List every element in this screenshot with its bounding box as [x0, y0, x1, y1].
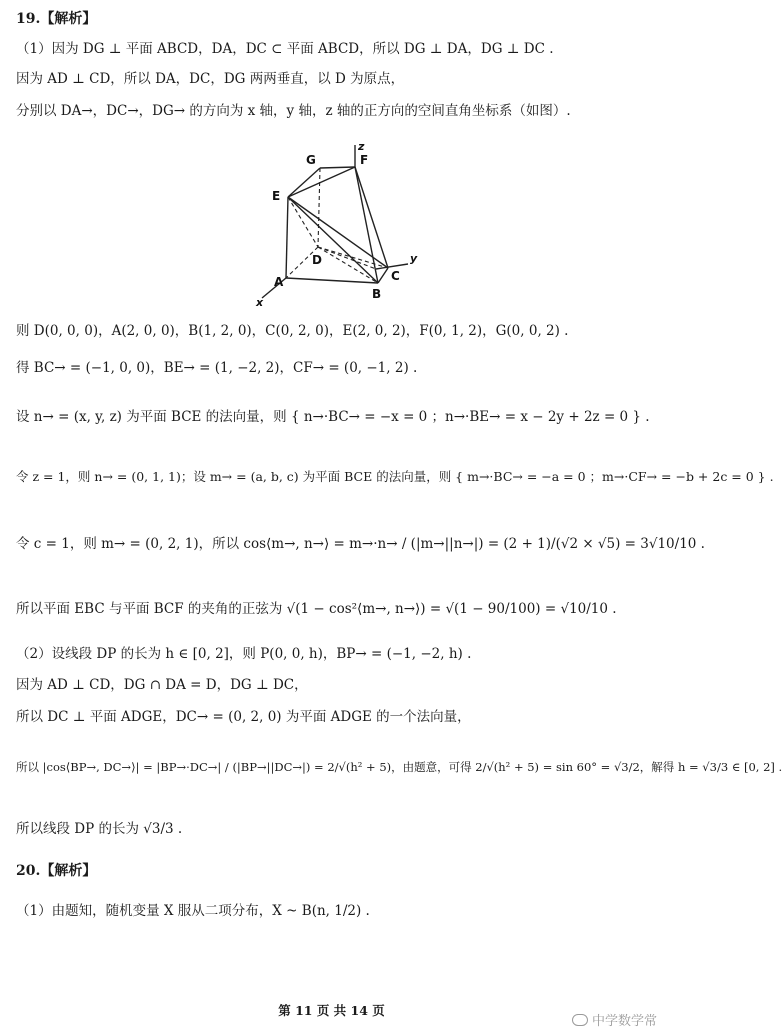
label-F: F	[360, 153, 369, 167]
watermark-text: 中学数学常	[591, 1014, 657, 1029]
q19-line-12: 所以 DC ⊥ 平面 ADGE，DC→ = (0, 2, 0) 为平面 ADGE 的一个法向量，	[16, 709, 471, 725]
label-C: C	[391, 269, 400, 283]
label-y: y	[410, 252, 418, 265]
q19-line-4: 则 D(0, 0, 0)，A(2, 0, 0)，B(1, 2, 0)，C(0, 2, 0)，E(2, 0, 2)，F(0, 1, 2)，G(0, 0, 2) .	[16, 323, 569, 339]
q19-line-1: （1）因为 DG ⊥ 平面 ABCD，DA，DC ⊂ 平面 ABCD，所以 DG ⊥ DA，DG ⊥ DC .	[16, 41, 554, 57]
wechat-icon	[572, 1014, 588, 1026]
label-E: E	[272, 189, 281, 203]
q20-heading: 20.【解析】	[16, 863, 97, 879]
edge-EB	[288, 197, 378, 283]
label-B: B	[372, 287, 382, 301]
q19-line-10: （2）设线段 DP 的长为 h ∈ [0, 2]，则 P(0, 0, h)，BP→ = (−1, −2, h) .	[16, 646, 472, 662]
edge-DC	[318, 247, 388, 268]
q20-line-1: （1）由题知，随机变量 X 服从二项分布，X ~ B(n, 1/2) .	[16, 903, 370, 919]
q19-line-6: 设 n→ = (x, y, z) 为平面 BCE 的法向量，则 { n→·BC→ = −x = 0 ；n→·BE→ = x − 2y + 2z = 0 } .	[16, 409, 650, 425]
edge-EF	[288, 167, 355, 197]
label-A: A	[274, 275, 284, 289]
edge-EC	[288, 197, 388, 268]
edge-GD	[318, 168, 320, 247]
geometry-figure	[248, 140, 428, 310]
label-D: D	[312, 253, 322, 267]
label-z: z	[358, 140, 365, 153]
q19-line-3: 分别以 DA→，DC→，DG→ 的方向为 x 轴，y 轴，z 轴的正方向的空间直角坐标系（如图）.	[16, 103, 571, 119]
q19-line-14: 所以线段 DP 的长为 √3/3 .	[16, 821, 183, 837]
edge-DB	[318, 247, 378, 283]
q19-heading: 19.【解析】	[16, 11, 97, 27]
q19-line-5: 得 BC→ = (−1, 0, 0)，BE→ = (1, −2, 2)，CF→ = (0, −1, 2) .	[16, 360, 418, 376]
edge-EA	[286, 197, 288, 278]
edge-AB	[286, 278, 378, 283]
q19-line-13: 所以 |cos⟨BP→, DC→⟩| = |BP→·DC→| / (|BP→||DC→|) = 2/√(h² + 5)，由题意，可得 2/√(h² + 5) = sin 60° = √3/2，解得 h = √3/3 ∈ [0, 2] .	[16, 760, 782, 774]
q19-line-2: 因为 AD ⊥ CD，所以 DA，DC，DG 两两垂直，以 D 为原点，	[16, 71, 405, 87]
edge-BC	[378, 268, 388, 283]
label-x: x	[256, 296, 264, 309]
label-G: G	[306, 153, 316, 167]
watermark	[572, 1010, 657, 1029]
q19-line-8: 令 c = 1，则 m→ = (0, 2, 1)，所以 cos⟨m→, n→⟩ = m→·n→ / (|m→||n→|) = (2 + 1)/(√2 × √5) = 3√10/10 .	[16, 536, 705, 552]
page-footer: 第 11 页 共 14 页	[278, 1003, 385, 1018]
edge-EG	[288, 168, 320, 197]
q19-line-7: 令 z = 1，则 n→ = (0, 1, 1)；设 m→ = (a, b, c) 为平面 BCE 的法向量，则 { m→·BC→ = −a = 0 ；m→·CF→ = −b + 2c = 0 } .	[16, 469, 774, 484]
q19-line-9: 所以平面 EBC 与平面 BCF 的夹角的正弦为 √(1 − cos²⟨m→, n→⟩) = √(1 − 90/100) = √10/10 .	[16, 601, 617, 617]
q19-line-11: 因为 AD ⊥ CD，DG ∩ DA = D，DG ⊥ DC，	[16, 677, 308, 693]
